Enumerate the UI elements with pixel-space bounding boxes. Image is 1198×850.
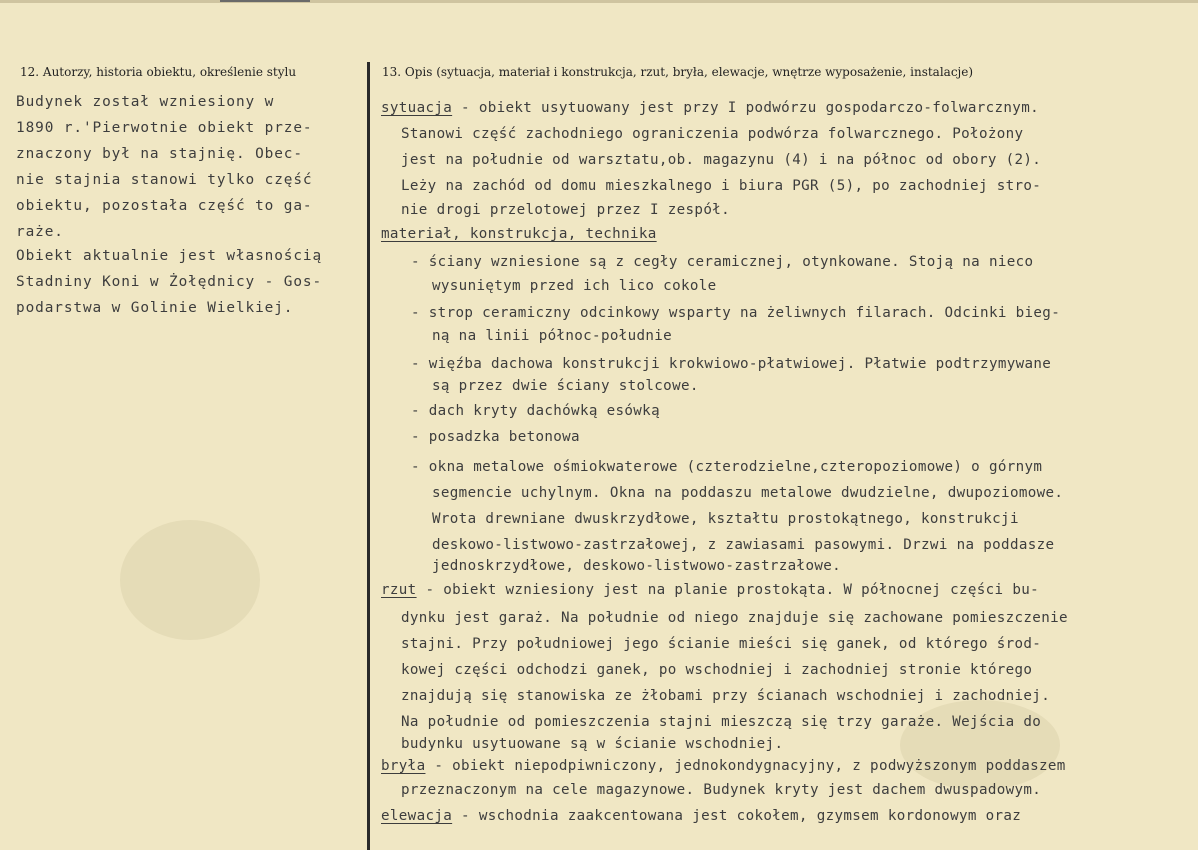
description-text-run: budynku usytuowane są w ścianie wschodniej.: [401, 736, 784, 752]
description-text-run: nie drogi przelotowej przez I zespół.: [401, 202, 730, 218]
description-line: [432, 328, 672, 344]
history-line: Stadniny Koni w Żołędnicy - Gos-: [16, 274, 323, 290]
paper-stain: [120, 520, 260, 640]
description-text-run: jest na południe od warsztatu,ob. magazynu (4) i na północ od obory (2).: [401, 152, 1042, 168]
description-text-run: - dach kryty dachówką esówką: [411, 403, 660, 419]
description-line: [401, 782, 1041, 798]
description-line: [432, 558, 841, 574]
history-line: 1890 r.'Pierwotnie obiekt prze-: [16, 120, 313, 136]
description-text-run: - obiekt wzniesiony jest na planie prostokąta. W północnej części bu-: [416, 582, 1039, 598]
field-12-header: 12. Autorzy, historia obiektu, określenie stylu: [20, 65, 297, 79]
description-text-run: - obiekt usytuowany jest przy I podwórzu gospodarczo-folwarcznym.: [452, 100, 1039, 116]
description-text-run: jednoskrzydłowe, deskowo-listwowo-zastrzałowe.: [432, 558, 842, 574]
description-line: [401, 736, 783, 752]
top-pen-mark: [220, 0, 310, 2]
description-line: [381, 808, 1021, 824]
column-divider: [367, 62, 370, 850]
section-keyword: elewacja: [381, 808, 453, 824]
description-line: [432, 278, 717, 294]
description-text-run: - więźba dachowa konstrukcji krokwiowo-płatwiowej. Płatwie podtrzymywane: [411, 356, 1052, 372]
description-line: [381, 100, 1039, 116]
description-text-run: - okna metalowe ośmiokwaterowe (czterodzielne,czteropoziomowe) o górnym: [411, 459, 1043, 475]
description-line: [401, 126, 1023, 142]
description-text-run: dynku jest garaż. Na południe od niego znajduje się zachowane pomieszczenie: [401, 610, 1068, 626]
section-keyword: sytuacja: [381, 100, 453, 116]
description-line: [381, 582, 1039, 598]
description-text-run: deskowo-listwowo-zastrzałowej, z zawiasami pasowymi. Drzwi na poddasze: [432, 537, 1055, 553]
description-line: [401, 714, 1041, 730]
history-line: raże.: [16, 224, 64, 240]
description-line: [432, 537, 1054, 553]
description-line: [432, 511, 1019, 527]
description-line: [401, 152, 1041, 168]
description-text-run: Stanowi część zachodniego ograniczenia podwórza folwarcznego. Położony: [401, 126, 1024, 142]
description-line: [411, 305, 1060, 321]
history-line: Obiekt aktualnie jest własnością: [16, 248, 323, 264]
description-line: [432, 378, 699, 394]
description-line: [381, 226, 657, 242]
description-line: [411, 356, 1051, 372]
description-line: [401, 178, 1041, 194]
description-line: [411, 459, 1042, 475]
description-text-run: - ściany wzniesione są z cegły ceramicznej, otynkowane. Stoją na nieco: [411, 254, 1034, 270]
description-text-run: znajdują się stanowiska ze żłobami przy ścianach wschodniej i zachodniej.: [401, 688, 1051, 704]
description-text-run: ną na linii północ-południe: [432, 328, 673, 344]
description-line: [401, 688, 1050, 704]
history-line: podarstwa w Golinie Wielkiej.: [16, 300, 294, 316]
description-text-run: - wschodnia zaakcentowana jest cokołem, gzymsem kordonowym oraz: [452, 808, 1022, 824]
section-keyword: rzut: [381, 582, 417, 598]
history-line: znaczony był na stajnię. Obec-: [16, 146, 303, 162]
description-line: [411, 429, 580, 445]
description-text-run: stajni. Przy południowej jego ścianie mieści się ganek, od którego środ-: [401, 636, 1042, 652]
description-text-run: przeznaczonym na cele magazynowe. Budynek kryty jest dachem dwuspadowym.: [401, 782, 1042, 798]
description-text-run: - posadzka betonowa: [411, 429, 580, 445]
description-line: [411, 403, 660, 419]
field-13-header: 13. Opis (sytuacja, materiał i konstrukcja, rzut, bryła, elewacje, wnętrze wyposażenie, instalacje): [382, 65, 974, 79]
description-text-run: - strop ceramiczny odcinkowy wsparty na żeliwnych filarach. Odcinki bieg-: [411, 305, 1061, 321]
description-line: [401, 662, 1032, 678]
description-text-run: Leży na zachód od domu mieszkalnego i biura PGR (5), po zachodniej stro-: [401, 178, 1042, 194]
history-line: Budynek został wzniesiony w: [16, 94, 275, 110]
description-text-run: są przez dwie ściany stolcowe.: [432, 378, 699, 394]
description-text-run: Wrota drewniane dwuskrzydłowe, kształtu prostokątnego, konstrukcji: [432, 511, 1019, 527]
card-top-edge: [0, 0, 1198, 3]
description-text-run: segmencie uchylnym. Okna na poddaszu metalowe dwudzielne, dwupoziomowe.: [432, 485, 1064, 501]
description-text-run: wysuniętym przed ich lico cokole: [432, 278, 717, 294]
description-line: [401, 636, 1041, 652]
description-text-run: Na południe od pomieszczenia stajni mieszczą się trzy garaże. Wejścia do: [401, 714, 1042, 730]
history-line: obiektu, pozostała część to ga-: [16, 198, 313, 214]
section-keyword: bryła: [381, 758, 426, 774]
description-line: [401, 610, 1068, 626]
history-line: nie stajnia stanowi tylko część: [16, 172, 313, 188]
description-line: [411, 254, 1033, 270]
description-line: [381, 758, 1066, 774]
section-keyword: materiał, konstrukcja, technika: [381, 226, 657, 242]
description-text-run: kowej części odchodzi ganek, po wschodniej i zachodniej stronie którego: [401, 662, 1033, 678]
description-line: [401, 202, 730, 218]
description-text-run: - obiekt niepodpiwniczony, jednokondygnacyjny, z podwyższonym poddaszem: [425, 758, 1066, 774]
description-line: [432, 485, 1063, 501]
